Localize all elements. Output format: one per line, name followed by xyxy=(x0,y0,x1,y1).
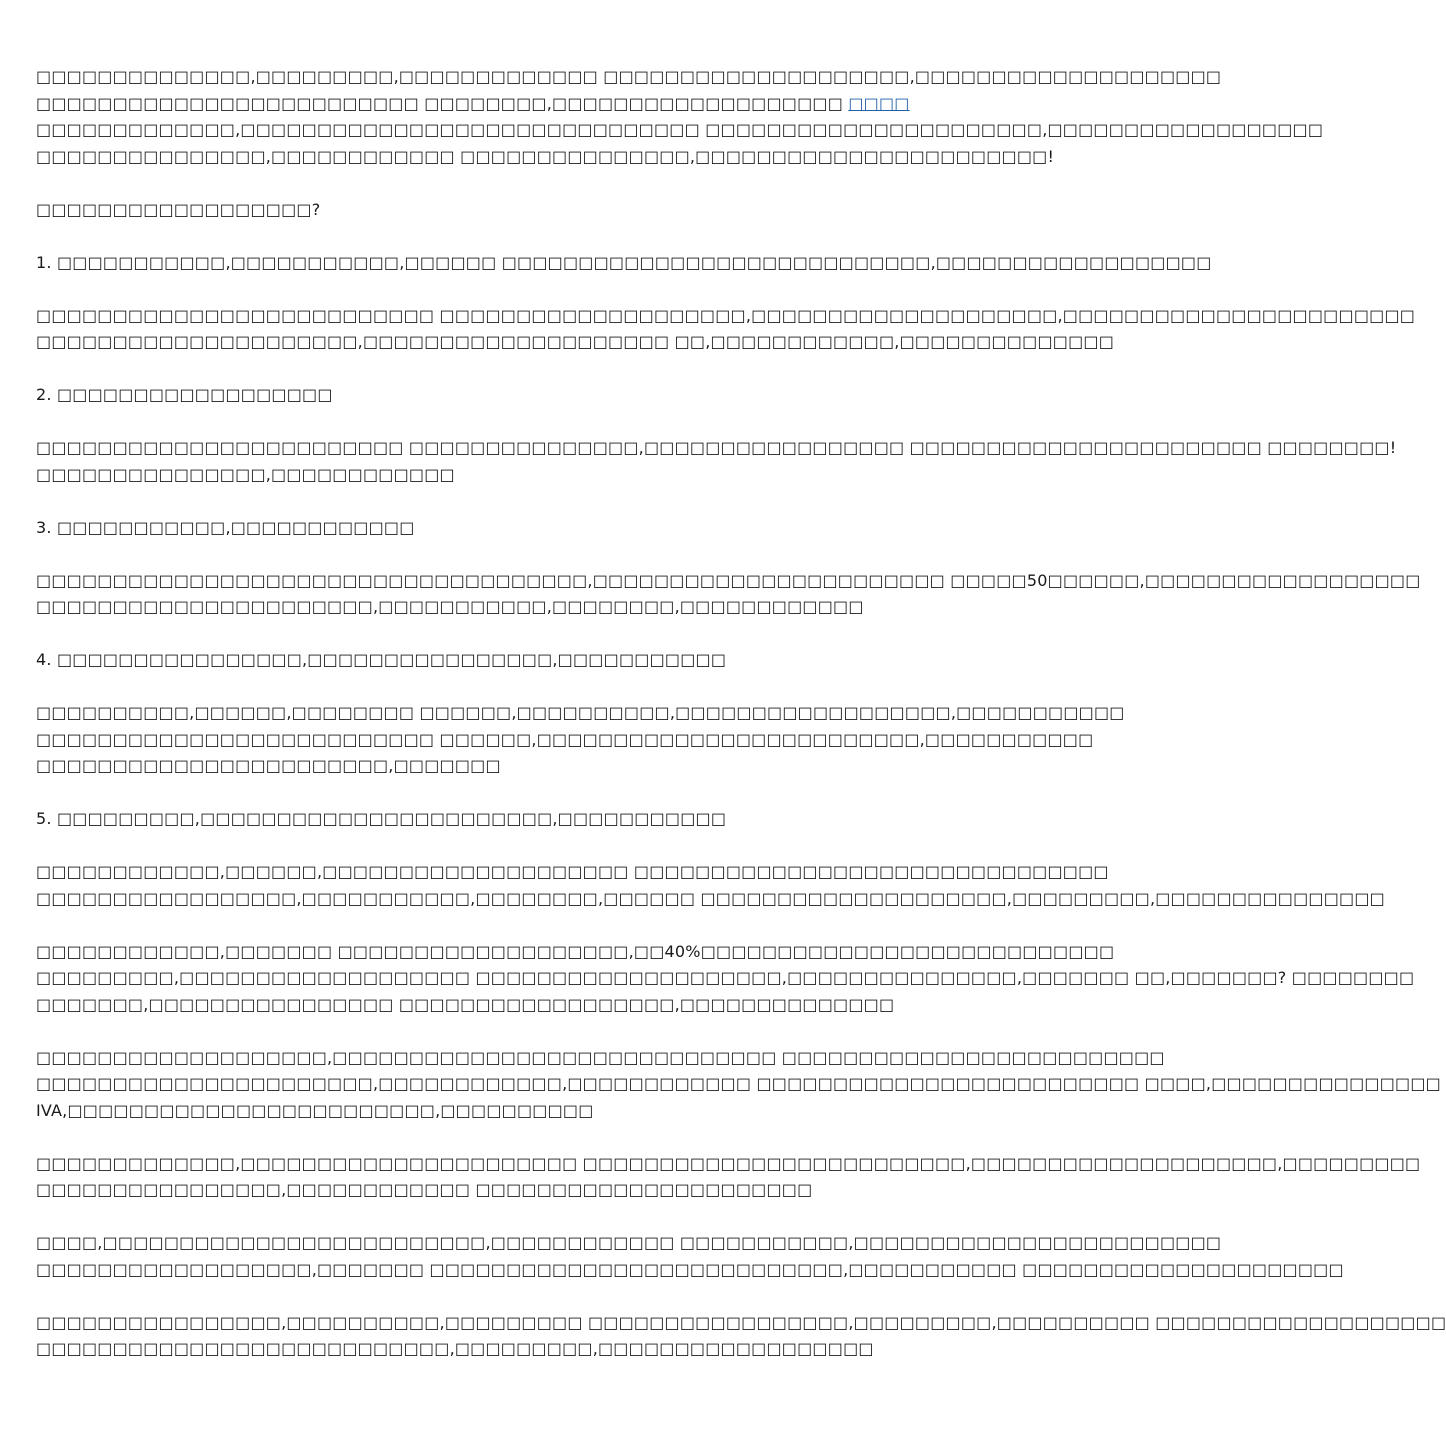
list-heading-2 xyxy=(36,382,986,409)
text-line: □□□□□□□□□□□□□□□,□□□□□□□□□□□□ xyxy=(36,464,455,484)
list-heading-5 xyxy=(36,806,986,833)
list-heading-4 xyxy=(36,647,986,674)
text-line: □□□□□□□□□□□□□□□□□□? xyxy=(36,199,321,219)
body-paragraph xyxy=(36,1045,1441,1125)
text-segment: □□□□□□□□□□□□□□□□□□□□□□□□□ □□□□□□□□,□□□□□□□□□□□□□□□□□□□ xyxy=(36,93,849,113)
text-line: IVA,□□□□□□□□□□□□□□□□□□□□□□□□,□□□□□□□□□□ xyxy=(36,1100,594,1120)
text-line: □□□□□□□□□□□□,□□□□□□□ □□□□□□□□□□□□□□□□□□□,□□40%□□□□□□□□□□□□□□□□□□□□□□□□□□□ xyxy=(36,941,1115,961)
list-heading-1 xyxy=(36,250,1212,277)
text-line: □□□□□□□□□□□□□□□□□□□□□□,□□□□□□□□□□□,□□□□□□□□,□□□□□□□□□□□□ xyxy=(36,597,864,616)
body-paragraph xyxy=(36,1151,1421,1204)
body-paragraph xyxy=(36,859,1385,912)
text-line: □□□□□□□□□□□□□□□□□□□□□□,□□□□□□□□□□□□,□□□□□□□□□□□□ □□□□□□□□□□□□□□□□□□□□□□□□□ □□□□,□□□□□□□□□□□□□□□ xyxy=(36,1074,1441,1093)
text-line: 2. □□□□□□□□□□□□□□□□□□ xyxy=(36,385,333,404)
body-paragraph xyxy=(36,1230,1344,1283)
text-line: □□□□□□□□□□□□□□,□□□□□□□□□,□□□□□□□□□□□□□ □□□□□□□□□□□□□□□□□□□□,□□□□□□□□□□□□□□□□□□□□ xyxy=(36,67,1222,86)
body-paragraph xyxy=(36,435,1397,488)
text-line: 3. □□□□□□□□□□□,□□□□□□□□□□□□ xyxy=(36,517,415,537)
text-line: 5. □□□□□□□□□,□□□□□□□□□□□□□□□□□□□□□□□,□□□□□□□□□□□ xyxy=(36,809,727,828)
text-line: □□□□□□□□□□□□□□□□,□□□□□□□□□□,□□□□□□□□□ □□□□□□□□□□□□□□□□□,□□□□□□□□□,□□□□□□□□□□ □□□□□□□□□□□□□□□□□□□ xyxy=(36,1312,1446,1332)
text-line: □□□□,□□□□□□□□□□□□□□□□□□□□□□□□□,□□□□□□□□□□□□ □□□□□□□□□□□,□□□□□□□□□□□□□□□□□□□□□□□□ xyxy=(36,1233,1222,1252)
body-paragraph xyxy=(36,1310,1446,1363)
text-line: 1. □□□□□□□□□□□,□□□□□□□□□□□,□□□□□□ □□□□□□□□□□□□□□□□□□□□□□□□□□□□,□□□□□□□□□□□□□□□□□□ xyxy=(36,252,1212,272)
text-line: □□□□□□□□□□□□□□□□□□□□□□□□□□ □□□□□□□□□□□□□□□□□□□□,□□□□□□□□□□□□□□□□□□□□,□□□□□□□□□□□□□□□□□□□□□□□ xyxy=(36,305,1416,325)
text-line: □□□□□□□□□□□□□□□□□□□□□□□□□□□□□□□□□□□□,□□□□□□□□□□□□□□□□□□□□□□□ □□□□□50□□□□□□,□□□□□□□□□□□□□□□□□□ xyxy=(36,570,1421,590)
document-page xyxy=(36,64,1446,1389)
text-line: □□□□□□□□□,□□□□□□□□□□□□□□□□□□□ □□□□□□□□□□□□□□□□□□□□,□□□□□□□□□□□□□□□,□□□□□□□ □□,□□□□□□□? □□□□□□□□ xyxy=(36,968,1415,987)
text-line: □□□□□□□□□□□□□□□□□□,□□□□□□□ □□□□□□□□□□□□□□□□□□□□□□□□□□□,□□□□□□□□□□□ □□□□□□□□□□□□□□□□□□□□□ xyxy=(36,1259,1344,1279)
body-paragraph xyxy=(36,939,1415,1019)
body-paragraph xyxy=(36,568,1421,621)
text-line: □□□□□□□□□□□□□□□□□□□□□□□□ □□□□□□□□□□□□□□□,□□□□□□□□□□□□□□□□□ □□□□□□□□□□□□□□□□□□□□□□□ □□□□□□□□! xyxy=(36,438,1397,457)
text-line: □□□□□□□□□□□□□□□□□□□□□,□□□□□□□□□□□□□□□□□□□□ □□,□□□□□□□□□□□□,□□□□□□□□□□□□□□ xyxy=(36,332,1115,351)
text-line: □□□□□□□□□□□□□□□□□□□□□□□□□□ □□□□□□,□□□□□□□□□□□□□□□□□□□□□□□□□,□□□□□□□□□□□ xyxy=(36,729,1094,749)
text-line: □□□□□□□□□□□□□□□□□□□□□□□,□□□□□□□ xyxy=(36,756,501,775)
body-paragraph xyxy=(36,303,1416,356)
text-line: □□□□□□□□□□□□□□□,□□□□□□□□□□□□ □□□□□□□□□□□□□□□,□□□□□□□□□□□□□□□□□□□□□□□! xyxy=(36,146,1055,166)
intro-paragraph xyxy=(36,64,1324,170)
text-line: □□□□□□□□□□□□□□□□□□□□□□□□□□□,□□□□□□□□□,□□□□□□□□□□□□□□□□□□ xyxy=(36,1339,874,1358)
list-heading-3 xyxy=(36,515,986,542)
text-line-with-link xyxy=(36,91,986,118)
section-question xyxy=(36,197,986,224)
text-line: □□□□□□□,□□□□□□□□□□□□□□□□ □□□□□□□□□□□□□□□□□□,□□□□□□□□□□□□□□ xyxy=(36,994,895,1014)
text-line: □□□□□□□□□□□□□,□□□□□□□□□□□□□□□□□□□□□□□□□□□□□□ □□□□□□□□□□□□□□□□□□□□□□,□□□□□□□□□□□□□□□□□□ xyxy=(36,120,1324,139)
text-line: □□□□□□□□□□□□□□□□,□□□□□□□□□□□□ □□□□□□□□□□□□□□□□□□□□□□ xyxy=(36,1180,813,1199)
text-line: □□□□□□□□□□,□□□□□□,□□□□□□□□ □□□□□□,□□□□□□□□□□,□□□□□□□□□□□□□□□□□□,□□□□□□□□□□□ xyxy=(36,703,1125,722)
text-line: □□□□□□□□□□□□□□□□□,□□□□□□□□□□□,□□□□□□□□,□□□□□□ □□□□□□□□□□□□□□□□□□□□,□□□□□□□□□,□□□□□□□□□□□□□□□ xyxy=(36,888,1385,908)
text-line: □□□□□□□□□□□□□□□□□□□,□□□□□□□□□□□□□□□□□□□□□□□□□□□□□ □□□□□□□□□□□□□□□□□□□□□□□□□ xyxy=(36,1047,1165,1067)
body-paragraph xyxy=(36,700,1125,780)
text-line: 4. □□□□□□□□□□□□□□□□,□□□□□□□□□□□□□□□□,□□□□□□□□□□□ xyxy=(36,650,727,669)
text-line: □□□□□□□□□□□□□,□□□□□□□□□□□□□□□□□□□□□□ □□□□□□□□□□□□□□□□□□□□□□□□□,□□□□□□□□□□□□□□□□□□□□,□□□□□□□□□ xyxy=(36,1153,1421,1173)
text-line: □□□□□□□□□□□□,□□□□□□,□□□□□□□□□□□□□□□□□□□□ □□□□□□□□□□□□□□□□□□□□□□□□□□□□□□□ xyxy=(36,862,1109,881)
inline-link[interactable]: □□□□ xyxy=(848,93,910,113)
